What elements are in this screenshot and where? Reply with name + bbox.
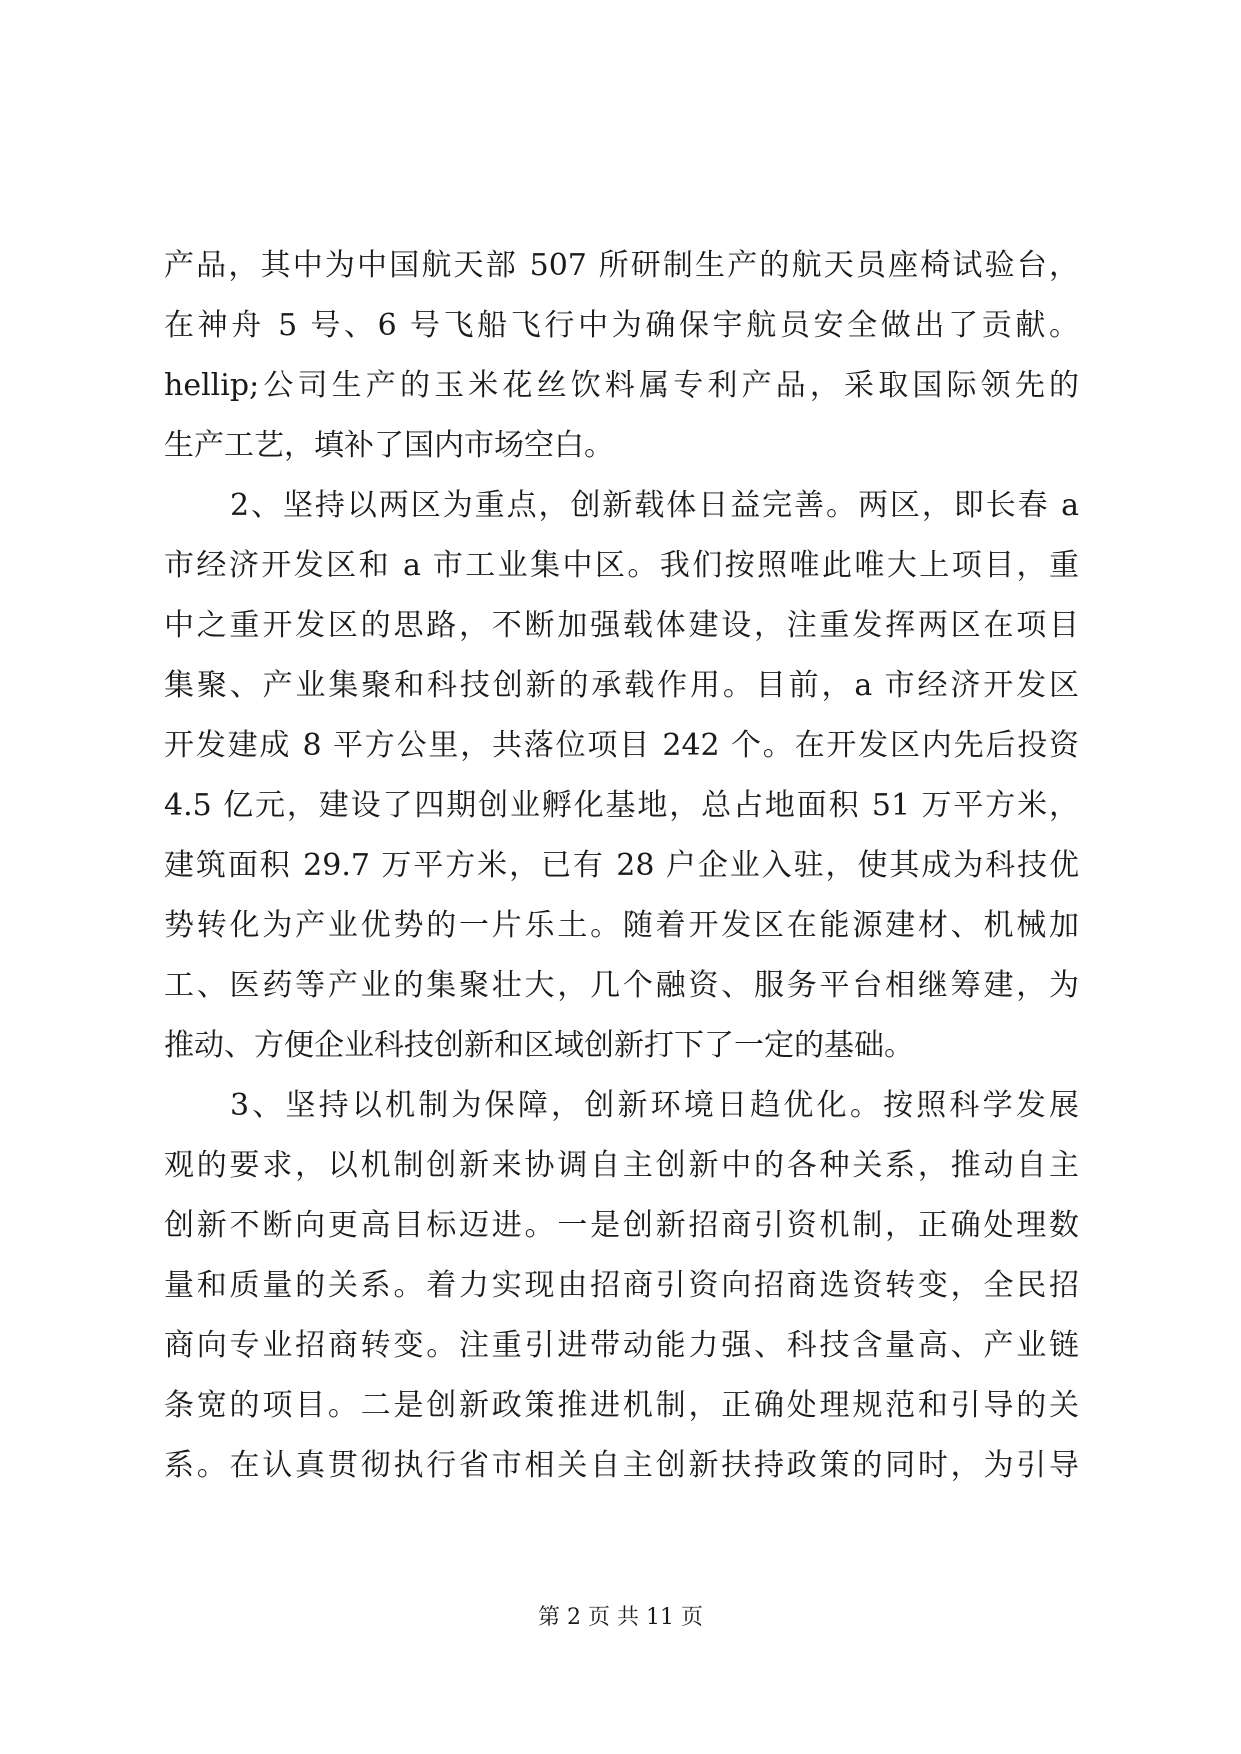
- text-line: 开发建成 8 平方公里，共落位项目 242 个。在开发区内先后投资: [164, 728, 1079, 763]
- text-line: 量和质量的关系。着力实现由招商引资向招商选资转变，全民招: [164, 1268, 1079, 1303]
- text-line: 4.5 亿元，建设了四期创业孵化基地，总占地面积 51 万平方米，: [164, 788, 1079, 823]
- text-line: 市经济开发区和 a 市工业集中区。我们按照唯此唯大上项目，重: [164, 548, 1079, 583]
- page-number-footer: 第 2 页 共 11 页: [538, 1605, 703, 1630]
- text-line: 工、医药等产业的集聚壮大，几个融资、服务平台相继筹建，为: [164, 968, 1079, 1003]
- text-line: 观的要求，以机制创新来协调自主创新中的各种关系，推动自主: [164, 1148, 1079, 1183]
- text-line: 生产工艺，填补了国内市场空白。: [164, 428, 614, 463]
- text-line: 3、坚持以机制为保障，创新环境日趋优化。按照科学发展: [230, 1088, 1079, 1123]
- text-line: 2、坚持以两区为重点，创新载体日益完善。两区，即长春 a: [230, 488, 1079, 523]
- text-line: 中之重开发区的思路，不断加强载体建设，注重发挥两区在项目: [164, 608, 1079, 643]
- document-body: [164, 236, 1079, 1496]
- text-line: 商向专业招商转变。注重引进带动能力强、科技含量高、产业链: [164, 1328, 1079, 1363]
- text-line: 集聚、产业集聚和科技创新的承载作用。目前，a 市经济开发区: [164, 668, 1079, 703]
- text-line: 条宽的项目。二是创新政策推进机制，正确处理规范和引导的关: [164, 1388, 1079, 1423]
- text-line: 推动、方便企业科技创新和区域创新打下了一定的基础。: [164, 1028, 914, 1063]
- text-line: hellip;公司生产的玉米花丝饮料属专利产品，采取国际领先的: [164, 368, 1079, 403]
- text-line: 系。在认真贯彻执行省市相关自主创新扶持政策的同时，为引导: [164, 1448, 1079, 1483]
- text-line: 势转化为产业优势的一片乐土。随着开发区在能源建材、机械加: [164, 908, 1079, 943]
- paragraph-3: [164, 1076, 1079, 1496]
- text-line: 建筑面积 29.7 万平方米，已有 28 户企业入驻，使其成为科技优: [164, 848, 1079, 883]
- text-line: 创新不断向更高目标迈进。一是创新招商引资机制，正确处理数: [164, 1208, 1079, 1243]
- paragraph-2: [164, 476, 1079, 1076]
- text-line: 在神舟 5 号、6 号飞船飞行中为确保宇航员安全做出了贡献。: [164, 308, 1079, 343]
- paragraph-continued: [164, 236, 1079, 476]
- text-line: 产品，其中为中国航天部 507 所研制生产的航天员座椅试验台，: [164, 248, 1079, 283]
